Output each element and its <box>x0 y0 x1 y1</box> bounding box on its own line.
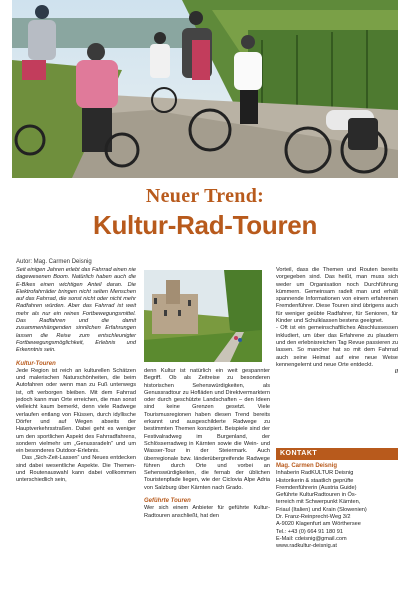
contact-line: terreich mit Schwerpunkt Kärnten, <box>276 499 361 506</box>
section-heading-kultur-touren: Kultur-Touren <box>16 360 56 367</box>
contact-email[interactable]: E-Mail: cdeisnig@gmail.com <box>276 535 347 542</box>
contact-box <box>276 463 398 551</box>
column-1 <box>16 267 136 485</box>
body-paragraph: - Oft ist ein gemeinschaftliches Abschlussessen inkludiert, um über das Erfahrene zu plaudern und den erlebnisreichen Tag Revue passieren zu lassen. So mancher hat so mit dem Fahrrad auch seine Heimat auf eine neue Weise kennengelernt und neue Orte entdeckt. <box>276 325 398 368</box>
column-2 <box>144 368 270 520</box>
author-line: Autor: Mag. Carmen Deisnig <box>16 259 92 265</box>
body-paragraph: Das „Sich-Zeit-Lassen“ und Neues entdecken sind dabei wesentliche Aspekte. Die Themen- und Routenauswahl kann dabei vollkommen unterschiedlich sein, <box>16 455 136 484</box>
body-paragraph: Jede Region ist reich an kulturellen Schätzen und malerischen Naturschönheiten, die beim Autofahren oder wenn man zu Fuß unterwegs ist, oft verborgen bleiben. Mit dem Fahrrad jedoch kann man Orte erreichen, die man sonst vielleicht kaum bemerkt, denn viele Radwege verlaufen entlang von Flüssen, durch idyllische Dörfer und auf Wegen abseits der Hauptverkehrsstraßen. Dabei geht es weniger um den sportlichen Aspekt des Fahrradfahrens, sondern vielmehr um „Genussradeln“ und um ein besonderes Outdoor-Erlebnis. <box>16 367 136 455</box>
end-mark: // <box>394 369 398 376</box>
contact-line: Geführte KulturRadtouren in Ös- <box>276 492 357 499</box>
body-paragraph: denn Kultur ist natürlich ein weit gespannter Begriff. Ob als Zeitreise zu besonderen historischen Sehenswürdigkeiten, als Genussradtour zu Hofläden und Direktvermarktern oder durch geschützte Landschaften – den Ideen sind keine Grenzen gesetzt. Viele Tourismusregionen haben diesen Trend bereits erkannt und ausgeschilderte Radwege zu bestimmten Themen konzipiert. Beispiele sind der Festivalradweg im Burgenland, der Schlösserradweg in Kärnten sowie die Wein- und Wasser-Tour in der Steiermark. Auch überregionale bzw. länderübergreifende Radwege führen durch Orte und vorbei an Sehenswürdigkeiten, die fernab der üblichen Touristenpfade liegen, wie der Ciclovia Alpe Adria von Salzburg über Kärnten nach Grado. <box>144 368 270 491</box>
contact-heading: KONTAKT <box>276 448 398 460</box>
contact-city: A-9020 Klagenfurt am Wörthersee <box>276 521 361 528</box>
body-paragraph: Wer sich einem Anbieter für geführte Kultur-Radtouren anschließt, hat den <box>144 505 270 519</box>
intro-paragraph: Seit einigen Jahren erlebt das Fahrrad einen nie dagewesenen Boom. Natürlich haben auch die E-Bikes einen wichtigen Anteil daran. Die Elektrofahrräder bringen nicht selten Menschen auf das Fahrrad, die sonst nicht oder nicht mehr Radfahren würden. Aber das Fahrrad ist weit mehr als nur ein reines Fortbewegungsmittel. Das Radfahren und die damit zusammenhängenden sinnlichen Erfahrungen lassen die Reise zum entschleunigter Fortbewegungsmöglichkeit, Erlebnis und Erkenntnis sein. <box>16 267 136 354</box>
hero-photo-cyclists-vineyard <box>12 0 398 178</box>
contact-website[interactable]: www.radkultur-deisnig.at <box>276 543 337 550</box>
section-heading-gefuehrte-touren: Geführte Touren <box>144 498 191 505</box>
body-paragraph: Vorteil, dass die Themen und Routen bereits vorgegeben sind. Das heißt, man muss sich weder um Organisation noch Durchführung kümmern. Gemeinsam radelt man und erhält spannende Informationen von einem erfahrenen Fremdenführer. Diese Touren sind übrigens auch für weniger geübte Radfahrer, für Senioren, für Kinder und Schulklassen bestens geeignet. <box>276 267 398 325</box>
contact-line: Inhaberin RadKULTUR Deisnig <box>276 470 354 477</box>
article-headline: Kultur-Rad-Touren <box>92 210 318 240</box>
article-kicker: Neuer Trend: <box>145 185 265 207</box>
castle-photo <box>144 270 262 362</box>
contact-line: Friaul (Italien) und Krain (Slowenien) <box>276 506 367 513</box>
contact-address: Dr. Franz-Reinprecht-Weg 3/2 <box>276 514 351 521</box>
contact-line: Fremdenführerin (Austria Guide) <box>276 484 357 491</box>
contact-name: Mag. Carmen Deisnig <box>276 463 338 469</box>
contact-line: Historikerin & staatlich geprüfte <box>276 477 354 484</box>
column-3 <box>276 267 398 376</box>
contact-phone: Tel.: +43 (0) 664 91 180 91 <box>276 528 344 535</box>
